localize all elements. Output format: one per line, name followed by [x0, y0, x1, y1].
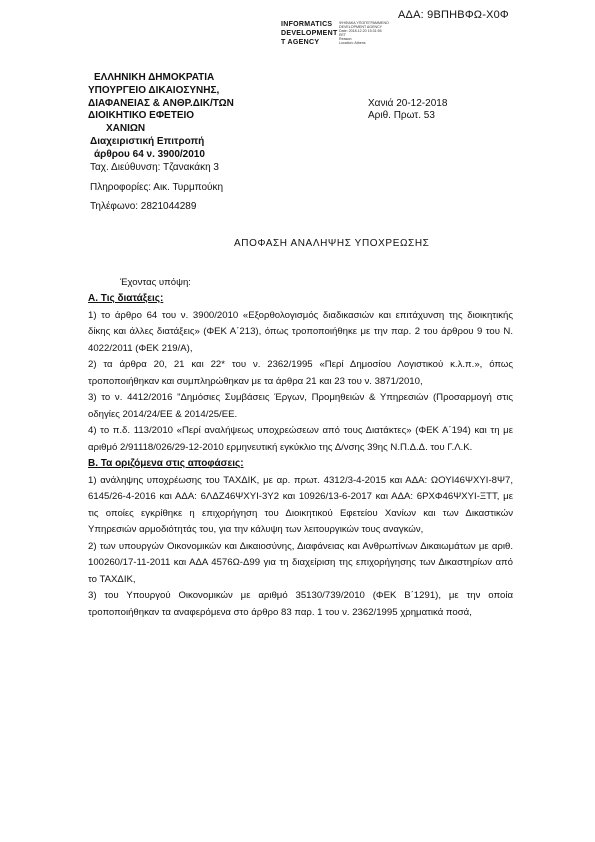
section-b-item: 3) του Υπουργού Οικονομικών με αριθμό 35130/739/2010 (ΦΕΚ Β΄1291), με την οποία τροποποιήθηκαν τα αναφερόμενα στο άρθρο 83 παρ. 1 του ν. 2362/1995 χρηματικά ποσά, [88, 590, 513, 618]
phone: Τηλέφωνο: 2821044289 [90, 201, 197, 212]
section-a-heading: Α. Τις διατάξεις: [88, 293, 164, 304]
letterhead-line: άρθρου 64 ν. 3900/2010 [94, 149, 205, 160]
contact-info: Πληροφορίες: Αικ. Τυρμπούκη [90, 182, 224, 193]
section-b-heading: Β. Τα οριζόμενα στις αποφάσεις: [88, 458, 244, 469]
letterhead-line: ΧΑΝΙΩΝ [106, 123, 146, 134]
stamp-detail: DEVELOPMENT AGENCY [339, 25, 383, 29]
section-a [88, 291, 513, 621]
stamp-detail: EET [339, 33, 346, 37]
stamp-line: DEVELOPMENT [281, 30, 338, 37]
stamp-detail: Date: 2018.12.20 15:31:55 [339, 29, 382, 33]
stamp-detail: Location: Athens [339, 41, 366, 45]
letterhead-line: ΔΙΟΙΚΗΤΙΚΟ ΕΦΕΤΕΙΟ [88, 110, 195, 121]
ada-code: ΑΔΑ: 9ΒΠΗΒΦΩ-Χ0Φ [398, 9, 509, 21]
section-a-item: 3) το ν. 4412/2016 "Δημόσιες Συμβάσεις Έργων, Προμηθειών & Υπηρεσιών (Προσαρμογή στις οδηγίες 2014/24/ΕΕ & 2014/25/ΕΕ. [88, 392, 513, 420]
protocol-number: Αριθ. Πρωτ. 53 [368, 110, 435, 121]
section-a-item: 4) το π.δ. 113/2010 «Περί αναλήψεως υποχρεώσεων από τους Διατάκτες» (ΦΕΚ Α΄194) και τη με αριθμό 2/91118/026/29-12-2010 ερμηνευτική εγκύκλιο της Δ/νσης 39ης Ν.Π.Δ.Δ. του Γ.Λ.Κ. [88, 425, 513, 453]
letterhead-line: ΔΙΑΦΑΝΕΙΑΣ & ΑΝΘΡ.ΔΙΚ/ΤΩΝ [88, 98, 234, 109]
section-a-item: 2) τα άρθρα 20, 21 και 22* του ν. 2362/1995 «Περί Δημοσίου Λογιστικού κ.λ.π.», όπως τροποποιήθηκαν και συμπληρώθηκαν με τα άρθρα 21 και 23 του ν. 3871/2010, [88, 359, 513, 387]
stamp-line: T AGENCY [281, 39, 320, 46]
letterhead-line: Διαχειριστική Επιτροπή [90, 136, 205, 147]
letterhead-line: ΕΛΛΗΝΙΚΗ ΔΗΜΟΚΡΑΤΙΑ [94, 72, 215, 83]
stamp-detail: Reason: [339, 37, 353, 41]
document-title: ΑΠΟΦΑΣΗ ΑΝΑΛΗΨΗΣ ΥΠΟΧΡΕΩΣΗΣ [234, 238, 430, 249]
address: Ταχ. Διεύθυνση: Τζανακάκη 3 [90, 162, 219, 173]
section-b-item: 2) των υπουργών Οικονομικών και Δικαιοσύνης, Διαφάνειας και Ανθρωπίνων Δικαιωμάτων με αριθ. 100260/17-11-2011 και ΑΔΑ 4576Ω-Δ99 για τη διαχείριση της επιχορήγησης των Δικαστηρίων από το ΤΑΧΔΙΚ, [88, 540, 513, 585]
stamp-detail: ΨΗΦΙΑΚΑ ΥΠΟΓΕΓΡΑΜΜΕΝΟ [339, 21, 389, 25]
document-date: Χανιά 20-12-2018 [368, 98, 448, 109]
letterhead-line: ΥΠΟΥΡΓΕΙΟ ΔΙΚΑΙΟΣΥΝΗΣ, [88, 85, 220, 96]
section-b-item: 1) ανάληψης υποχρέωσης του ΤΑΧΔΙΚ, με αρ. πρωτ. 4312/3-4-2015 και ΑΔΑ: ΩΟΥΙ46ΨΧΥΙ-8Ψ7, 6145/26-4-2016 και ΑΔΑ: 6ΛΔΖ46ΨΧΥΙ-3Υ2 και 10926/13-6-2017 και ΑΔΑ: 6ΡΧΦ46ΨΧΥΙ-ΞΤΤ, με τις οποίες εγκρίθηκε η επιχορήγηση του Διοικητικού Εφετείου Χανίων και των Δικαστικών Υπηρεσιών αρμοδιότητάς του, για την κάλυψη των λειτουργικών τους αναγκών, [88, 474, 513, 535]
intro-text: Έχοντας υπόψη: [120, 277, 191, 288]
section-a-item: 1) το άρθρο 64 του ν. 3900/2010 «Εξορθολογισμός διαδικασιών και επιτάχυνση της διοικητικής δίκης και άλλες διατάξεις» (ΦΕΚ Α΄213), όπως τροποποιήθηκε με την παρ. 2 του άρθρου 9 του Ν. 4022/2011 (ΦΕΚ 219/Α), [88, 309, 513, 354]
digital-signature-stamp [281, 21, 389, 49]
stamp-line: INFORMATICS [281, 21, 333, 28]
